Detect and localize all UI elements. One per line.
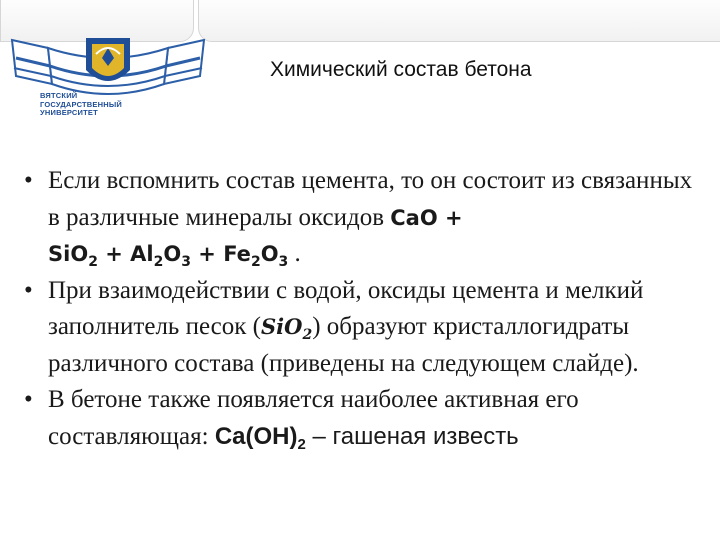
bullet-item [24,273,696,383]
bullet-text-continued: ) образуют кристаллогидраты различного состава (приведены на следующем слайде). [48,313,639,377]
formula-fe2o3: $Fe_2O_3$ [223,242,289,270]
bullet-item [24,382,696,455]
bullet-point: • [24,167,33,194]
formula-cao: CaO [390,205,438,230]
bullet-text: Если вспомнить состав цемента, то он состоит из связанных в различные минералы оксидов [48,167,693,231]
bullet-text: В бетоне также появляется наиболее активная его составляющая: [48,386,579,450]
bullet-point: • [24,386,33,413]
header-tab-right [198,0,720,42]
bullet-text-continued: – гашеная известь [305,422,519,450]
bullet-point: • [24,276,33,304]
formula-sio2-italic: SiO$_2$ [261,314,313,343]
formula-al2o3: $Al_2O_3$ [130,242,191,270]
sentence-end: . [288,240,301,267]
university-name: ВЯТСКИЙ ГОСУДАРСТВЕННЫЙ УНИВЕРСИТЕТ [40,91,122,117]
formula-caoh2: $Ca(OH)_2$ [214,422,306,453]
plus-sign: + [437,205,463,230]
bullet-text: При взаимодействии с водой, оксиды цемента и мелкий заполнитель песок ( [48,276,644,340]
slide-title: Химический состав бетона [270,58,532,81]
plus-sign: + [190,242,224,266]
formula-sio2: SiO$_2$ [48,242,98,270]
slide-content [24,163,696,455]
plus-sign: + [97,242,131,266]
shield-emblem [86,38,130,81]
bullet-item [24,163,696,273]
